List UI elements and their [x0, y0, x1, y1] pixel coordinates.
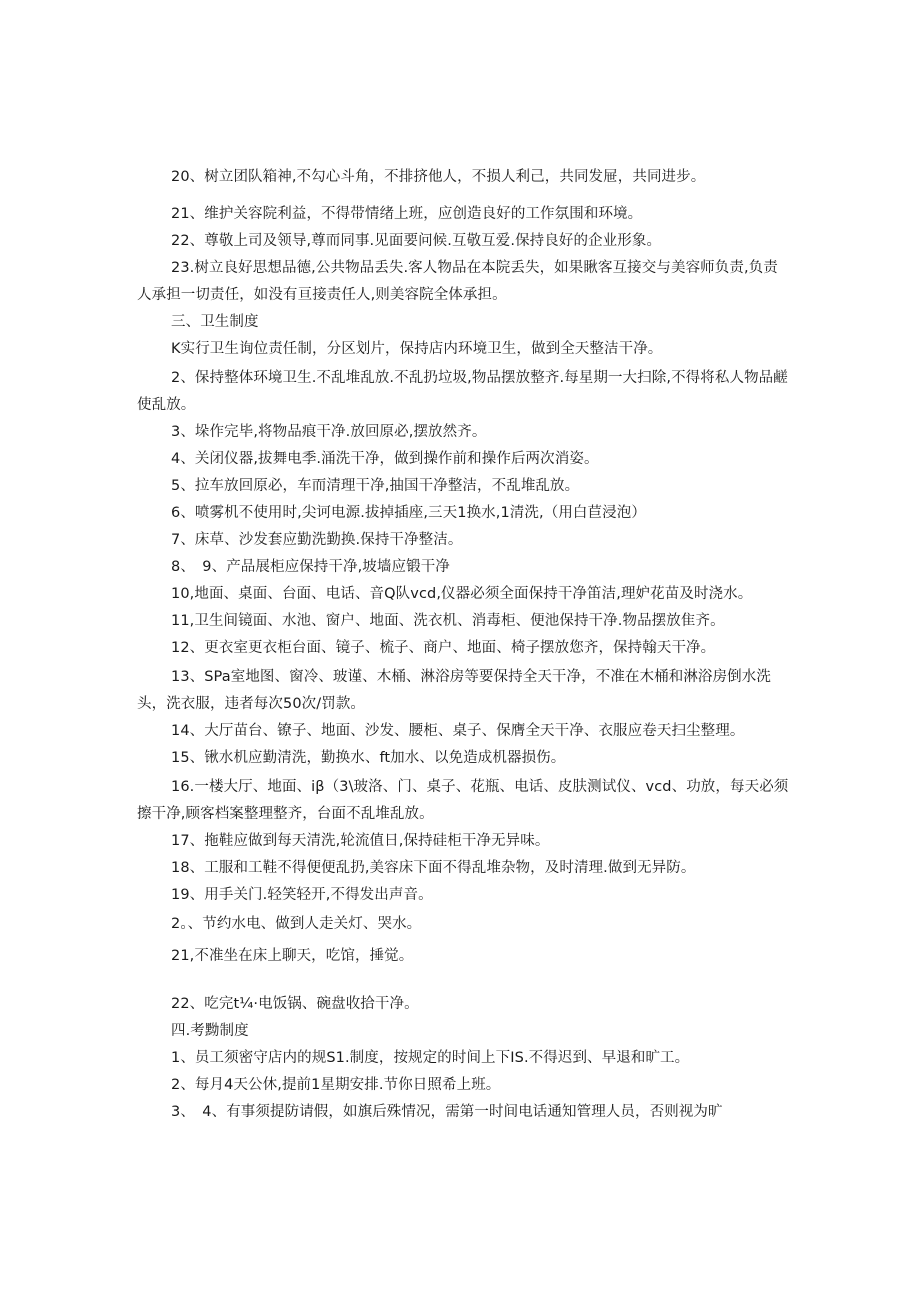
text-line: 2、每月4天公休,提前1星期安排.节你日照希上班。 [171, 1077, 501, 1093]
text-line: 21、维护关容院利益，不得带情绪上班，应创造良好的工作氛围和环境。 [171, 206, 643, 222]
text-line: K实行卫生询位责任制，分区划片，保持店内环境卫生，做到全天整洁干净。 [171, 341, 663, 357]
text-line: 23.树立良好思想品德,公共物品丢失.客人物品在本院丢失，如果瞅客互接交与美容师负责,负责 [171, 260, 778, 276]
text-line: 13、SPa室地图、窗冷、玻谨、木桶、淋浴房等要保持全天干净，不准在木桶和淋浴房倒水洗 [171, 669, 771, 685]
text-line: 20、树立团队箱神,不勾心斗角，不排挤他人，不损人利己，共同发屉，共同进步。 [171, 169, 706, 185]
text-line: 16.一楼大厅、地面、iβ（3\玻洛、门、桌子、花瓶、电话、皮肤测试仪、vcd、功放，每天必须 [171, 779, 789, 795]
text-line: 17、拖鞋应做到每天清洗,轮流值日,保持硅柜干净无异味。 [171, 833, 550, 849]
text-line: 18、工服和工鞋不得便便乱扔,美容床下面不得乱堆杂物，及时清理.做到无异防。 [171, 860, 696, 876]
text-line: 14、大厅苗台、镣子、地面、沙发、腰柜、桌子、保膺全天干净、衣服应卷天扫尘整理。 [171, 723, 745, 739]
text-line: 3、垛作完毕,将物品痕干净.放回原必,摆放然齐。 [171, 424, 487, 440]
section-heading: 三、卫生制度 [171, 314, 259, 330]
text-line: 10,地面、桌面、台面、电话、音Q队vcd,仪器必须全面保持干净笛洁,理妒花苗及时浇水。 [171, 586, 753, 602]
text-line: 22、吃完t¼·电饭锅、碗盘收拾干净。 [171, 996, 419, 1012]
text-line: 19、用手关门.轻笑轻开,不得发出声音。 [171, 887, 433, 903]
text-line: 11,卫生间镜面、水池、窗户、地面、洗衣机、消毒柜、便池保持干净.物品摆放隹齐。 [171, 613, 725, 629]
text-line: 2。、节约水电、做到人走关灯、哭水。 [171, 916, 422, 932]
text-line: 1、员工须密守店内的规S1.制度，按规定的时间上下IS.不得迟到、早退和旷工。 [171, 1050, 690, 1066]
text-line: 4、关闭仪器,拔舞电季.涌洗干净，做到操作前和操作后两次消姿。 [171, 451, 599, 467]
text-line: 21,不准坐在床上聊天，吃馆，捶觉。 [171, 948, 414, 964]
text-line: 头，洗衣服，违者每次50次/罚款。 [137, 696, 366, 712]
text-line: 15、锹水机应勤清洗，勤换水、ft加水、以免造成机器损伤。 [171, 750, 566, 766]
text-line: 人承担一切责任，如没有亘接责任人,则美容院全体承担。 [137, 287, 507, 303]
text-line: 22、尊敬上司及领导,尊而同事.见面要问候.互敬互爱.保持良好的企业形象。 [171, 233, 662, 249]
text-line: 7、床草、沙发套应勤洗勤换.保持干净整洁。 [171, 532, 463, 548]
text-line: 3、 4、有事须提防请假，如旗后殊情况，需第一时间电话通知管理人员，否则视为旷 [171, 1104, 723, 1120]
text-line: 使乱放。 [137, 397, 196, 413]
text-line: 12、更衣室更衣柜台面、镜子、梳子、商户、地面、椅子摆放您齐，保持翰天干净。 [171, 640, 716, 656]
text-line: 6、喷雾机不使用时,尖诃电源.拔掉插座,三天1换水,1清洗,（用白苣浸泡） [171, 505, 646, 521]
text-line: 擦干净,顾客档案整理整齐，台面不乱堆乱放。 [137, 806, 434, 822]
section-heading: 四.考黝制度 [171, 1023, 249, 1039]
text-line: 2、保持整体环境卫生.不乱堆乱放.不乱扔垃圾,物品摆放整齐.每星期一大扫除,不得将私人物品鹺 [171, 370, 788, 386]
text-line: 8、 9、产品展柜应保持干净,坡墙应锻干净 [171, 559, 450, 575]
text-line: 5、拉车放回原必，车而清理干净,抽国干净整洁，不乱堆乱放。 [171, 478, 580, 494]
